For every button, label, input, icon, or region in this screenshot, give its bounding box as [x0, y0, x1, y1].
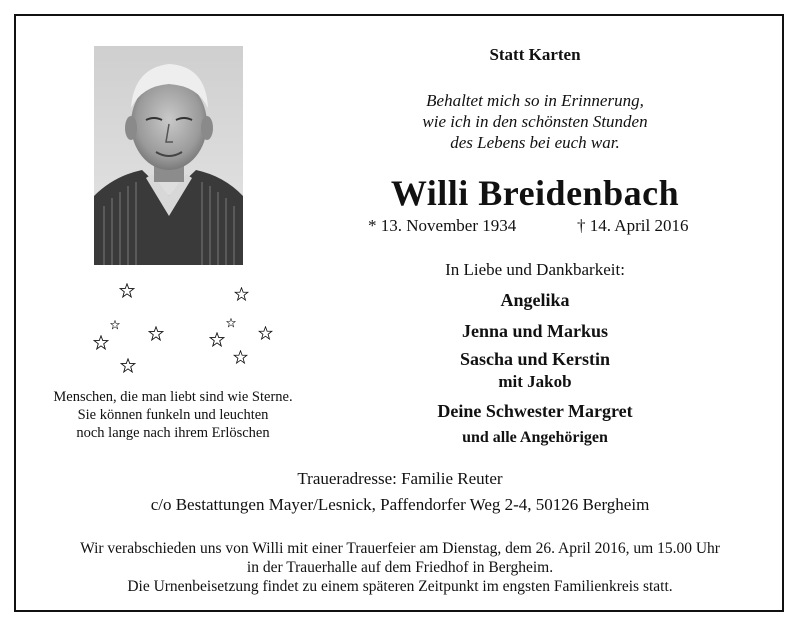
- mourner-name: Angelika: [500, 290, 570, 310]
- stars-decoration: [86, 280, 286, 380]
- statt-karten-heading: Statt Karten: [489, 45, 581, 64]
- memorial-verse: [360, 90, 710, 153]
- quote-line: noch lange nach ihrem Erlöschen: [76, 425, 270, 441]
- mourner-name: Sascha und Kerstin: [459, 349, 611, 369]
- mourner-name: Deine Schwester Margret: [437, 401, 633, 421]
- mourner-name: mit Jakob: [498, 372, 572, 391]
- death-date: † 14. April 2016: [577, 216, 689, 235]
- ceremony-details: [30, 539, 770, 596]
- portrait-photo: [94, 46, 243, 265]
- verse-line: Behaltet mich so in Erinnerung,: [426, 91, 644, 110]
- funeral-home-address: c/o Bestattungen Mayer/Lesnick, Paffendorfer Weg 2-4, 50126 Bergheim: [150, 495, 650, 514]
- ceremony-line: Die Urnenbeisetzung findet zu einem späteren Zeitpunkt im engsten Familienkreis statt.: [127, 578, 673, 595]
- quote-line: Sie können funkeln und leuchten: [77, 407, 269, 423]
- mourner-name: und alle Angehörigen: [462, 429, 608, 446]
- mourning-address: Traueradresse: Familie Reuter: [297, 469, 503, 488]
- ceremony-line: in der Trauerhalle auf dem Friedhof in Bergheim.: [246, 559, 554, 576]
- stars-quote: [28, 388, 318, 442]
- verse-line: des Lebens bei euch war.: [450, 133, 620, 152]
- ceremony-line: Wir verabschieden uns von Willi mit einer Trauerfeier am Dienstag, dem 26. April 2016, um 15.00 Uhr: [80, 540, 720, 557]
- mourner-name: Jenna und Markus: [461, 321, 609, 341]
- verse-line: wie ich in den schönsten Stunden: [422, 112, 648, 131]
- quote-line: Menschen, die man liebt sind wie Sterne.: [53, 389, 293, 405]
- deceased-name: Willi Breidenbach: [390, 173, 680, 213]
- mourners-intro: In Liebe und Dankbarkeit:: [445, 260, 625, 279]
- birth-date: * 13. November 1934: [368, 216, 517, 235]
